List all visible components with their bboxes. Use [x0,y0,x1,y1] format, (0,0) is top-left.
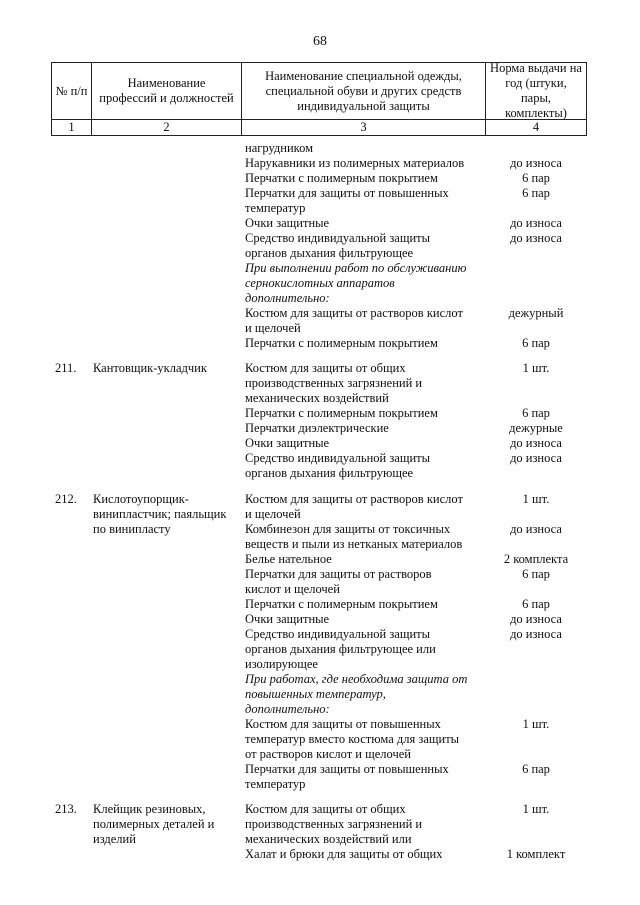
item-line: органов дыхания фильтрующее или [245,642,436,656]
item-line: Костюм для защиты от повышенных [245,717,441,731]
item-line: кислот и щелочей [245,582,340,596]
item-line: Очки защитные [245,216,330,230]
item-line: Перчатки с полимерным покрытием [245,597,438,611]
norm-value: до износа [510,216,562,230]
row-number: 211. [55,361,77,375]
item-line: Перчатки с полимерным покрытием [245,171,438,185]
item-line: органов дыхания фильтрующее [245,246,414,260]
item-line: температур [245,777,306,791]
item-line: Халат и брюки для защиты от общих [245,847,443,861]
norm-value: до износа [510,522,562,536]
item-line: Перчатки для защиты от растворов [245,567,432,581]
item-line: Очки защитные [245,436,330,450]
row-number: 212. [55,492,77,506]
profession-name: Кислотоупорщик- [93,492,189,506]
profession-name: Кантовщик-укладчик [93,361,207,375]
item-line: Перчатки с полимерным покрытием [245,336,438,350]
header-col-equipment: Наименование специальной одежды, специальной обуви и других средств индивидуальной защиты [242,63,486,119]
item-line: Средство индивидуальной защиты [245,231,431,245]
item-line: Перчатки диэлектрические [245,421,389,435]
norm-value: 6 пар [522,336,550,350]
item-line: нагрудником [245,141,314,155]
item-line: Перчатки для защиты от повышенных [245,762,449,776]
item-line: производственных загрязнений и [245,376,423,390]
norm-value: 1 шт. [522,361,550,375]
column-number: 4 [532,120,540,134]
norm-value: до износа [510,156,562,170]
item-line: Средство индивидуальной защиты [245,451,431,465]
item-line: Белье нательное [245,552,332,566]
item-line: температур [245,201,306,215]
norm-value: до износа [510,436,562,450]
profession-name: по винипласту [93,522,171,536]
item-line: Средство индивидуальной защиты [245,627,431,641]
item-line: от растворов кислот и щелочей [245,747,411,761]
norm-value: 1 комплект [506,847,566,861]
item-line: Костюм для защиты от общих [245,802,406,816]
item-line: веществ и пыли из нетканых материалов [245,537,463,551]
note-line: повышенных температур, [245,687,386,701]
item-line: органов дыхания фильтрующее [245,466,414,480]
note-line: При работах, где необходима защита от [245,672,468,686]
profession-name: изделий [93,832,136,846]
item-line: и щелочей [245,507,301,521]
norm-value: 6 пар [522,406,550,420]
table-header [51,62,587,120]
item-line: производственных загрязнений и [245,817,423,831]
norm-value: 6 пар [522,597,550,611]
norm-value: до износа [510,231,562,245]
header-col-number: № п/п [52,63,92,119]
column-number: 3 [242,120,486,135]
column-number: 2 [92,120,242,135]
norm-value: 6 пар [522,567,550,581]
item-line: Нарукавники из полимерных материалов [245,156,465,170]
header-col-norm: Норма выдачи на год (штуки, пары, комплекты) [490,61,582,120]
norm-value: дежурный [508,306,564,320]
profession-name: полимерных деталей и [93,817,215,831]
norm-value: 1 шт. [522,492,550,506]
item-line: и щелочей [245,321,301,335]
item-line: Костюм для защиты от общих [245,361,406,375]
column-number: 1 [52,120,92,135]
norm-value: 6 пар [522,762,550,776]
note-line: дополнительно: [245,702,330,716]
item-line: изолирующее [245,657,318,671]
norm-value: дежурные [509,421,563,435]
note-line: дополнительно: [245,291,330,305]
page-number: 68 [313,34,327,49]
item-line: механических воздействий [245,391,389,405]
norm-value: 1 шт. [522,802,550,816]
item-line: Перчатки для защиты от повышенных [245,186,449,200]
item-line: Перчатки с полимерным покрытием [245,406,438,420]
profession-name: винипластчик; паяльщик [93,507,227,521]
item-line: Комбинезон для защиты от токсичных [245,522,451,536]
item-line: механических воздействий или [245,832,412,846]
profession-name: Клейщик резиновых, [93,802,206,816]
norm-value: 6 пар [522,186,550,200]
column-number-row [51,120,587,136]
note-line: При выполнении работ по обслуживанию [245,261,467,275]
norm-value: до износа [510,451,562,465]
header-col-profession: Наименование профессий и должностей [92,63,242,119]
norm-value: до износа [510,627,562,641]
norm-value: 6 пар [522,171,550,185]
item-line: Очки защитные [245,612,330,626]
item-line: Костюм для защиты от растворов кислот [245,492,463,506]
norm-value: 1 шт. [522,717,550,731]
norm-value: 2 комплекта [503,552,569,566]
row-number: 213. [55,802,77,816]
item-line: температур вместо костюма для защиты [245,732,460,746]
note-line: сернокислотных аппаратов [245,276,395,290]
item-line: Костюм для защиты от растворов кислот [245,306,463,320]
norm-value: до износа [510,612,562,626]
